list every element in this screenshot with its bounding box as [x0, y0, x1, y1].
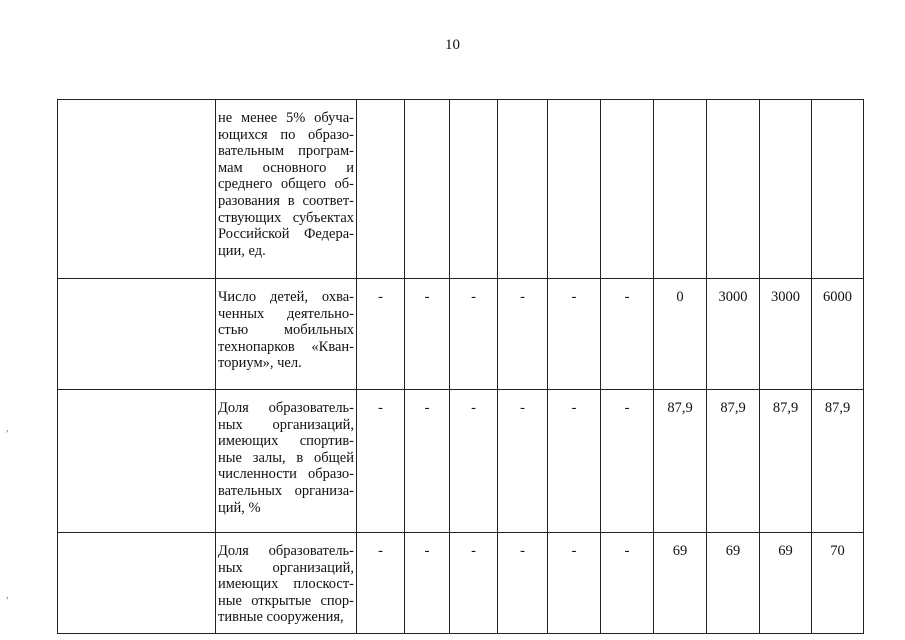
value-cell: 87,9	[760, 390, 812, 533]
description-line: численности образо-	[218, 466, 354, 483]
description-line: Российской Федера-	[218, 226, 354, 243]
description-line: разования в соответ-	[218, 192, 354, 209]
description-line: Доля образователь-	[218, 400, 354, 416]
indicator-description	[216, 390, 357, 533]
value-cell: -	[498, 390, 548, 533]
table-row	[58, 390, 864, 533]
description-line: ных организаций,	[218, 559, 354, 576]
description-line: ные открытые спор-	[218, 592, 354, 609]
value-cell: 69	[654, 533, 707, 634]
description-line: ющихся по образо-	[218, 126, 354, 143]
value-cell: 70	[812, 533, 864, 634]
value-cell: 87,9	[812, 390, 864, 533]
scan-speck: ,	[6, 423, 9, 434]
value-cell	[357, 100, 405, 279]
value-cell: -	[548, 533, 601, 634]
value-cell: 69	[707, 533, 760, 634]
value-cell: -	[601, 279, 654, 390]
value-cell: -	[498, 279, 548, 390]
value-cell	[498, 100, 548, 279]
description-line: мам основного и	[218, 159, 354, 176]
description-line: имеющих спортив-	[218, 433, 354, 450]
description-line: ториум», чел.	[218, 355, 302, 372]
section-cell	[58, 390, 216, 533]
description-line: ные залы, в общей	[218, 449, 354, 466]
value-cell: -	[450, 533, 498, 634]
value-cell: 3000	[707, 279, 760, 390]
value-cell	[654, 100, 707, 279]
value-cell	[548, 100, 601, 279]
description-line: ных организаций,	[218, 416, 354, 433]
value-cell: -	[357, 390, 405, 533]
value-cell: -	[450, 390, 498, 533]
value-cell: 3000	[760, 279, 812, 390]
section-cell	[58, 533, 216, 634]
section-cell	[58, 279, 216, 390]
value-cell	[812, 100, 864, 279]
value-cell	[707, 100, 760, 279]
value-cell: -	[548, 279, 601, 390]
value-cell: -	[405, 533, 450, 634]
description-line: ствующих субъектах	[218, 209, 354, 226]
description-line: имеющих плоскост-	[218, 576, 354, 593]
indicator-description	[216, 100, 357, 279]
value-cell	[450, 100, 498, 279]
value-cell: 69	[760, 533, 812, 634]
description-line: не менее 5% обуча-	[218, 110, 354, 126]
page-number: 10	[445, 37, 460, 53]
description-line: Доля образователь-	[218, 543, 354, 559]
table-row	[58, 100, 864, 279]
value-cell: -	[601, 390, 654, 533]
scan-speck: ,	[6, 590, 9, 601]
value-cell: 87,9	[707, 390, 760, 533]
description-line: ции, ед.	[218, 242, 266, 259]
indicator-table	[57, 99, 864, 634]
value-cell: 6000	[812, 279, 864, 390]
value-cell: -	[601, 533, 654, 634]
description-line: среднего общего об-	[218, 176, 354, 193]
indicator-description	[216, 279, 357, 390]
description-line: вательным програм-	[218, 143, 354, 160]
description-line: вательных организа-	[218, 482, 354, 499]
value-cell: -	[405, 390, 450, 533]
value-cell: 0	[654, 279, 707, 390]
value-cell: -	[405, 279, 450, 390]
value-cell	[405, 100, 450, 279]
description-line: технопарков «Кван-	[218, 338, 354, 355]
value-cell: 87,9	[654, 390, 707, 533]
value-cell: -	[498, 533, 548, 634]
description-line: Число детей, охва-	[218, 289, 354, 305]
value-cell: -	[450, 279, 498, 390]
value-cell: -	[357, 533, 405, 634]
description-line: тивные сооружения,	[218, 609, 344, 626]
value-cell	[760, 100, 812, 279]
value-cell	[601, 100, 654, 279]
table-row	[58, 533, 864, 634]
description-line: стью мобильных	[218, 322, 354, 339]
value-cell: -	[357, 279, 405, 390]
description-line: ченных деятельно-	[218, 305, 354, 322]
table-row	[58, 279, 864, 390]
section-cell	[58, 100, 216, 279]
indicator-description	[216, 533, 357, 634]
description-line: ций, %	[218, 499, 261, 516]
value-cell: -	[548, 390, 601, 533]
